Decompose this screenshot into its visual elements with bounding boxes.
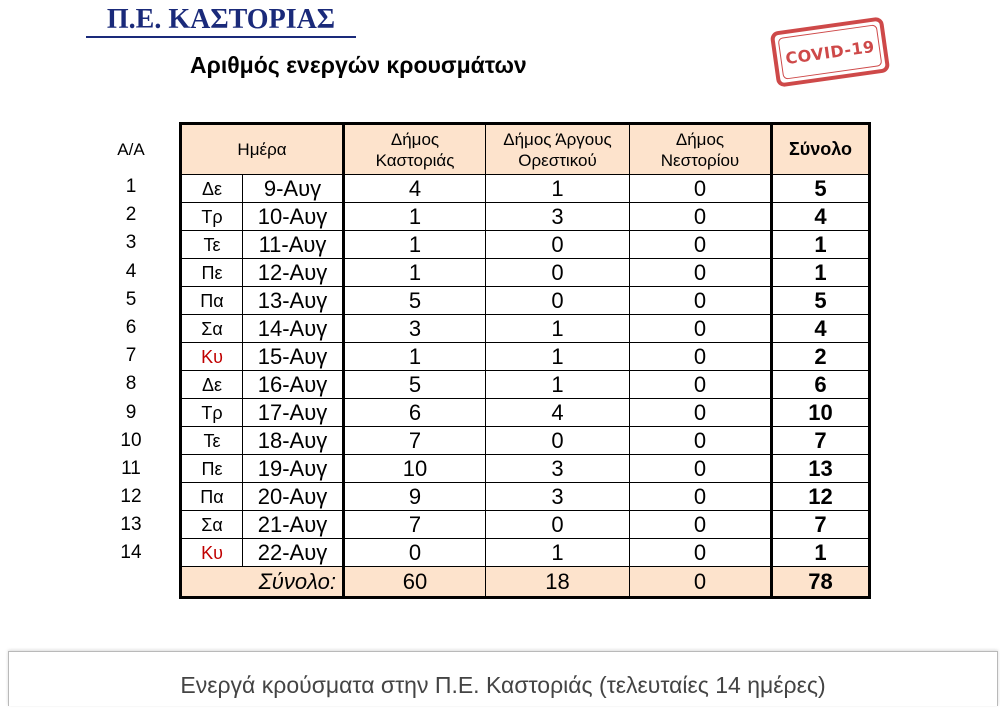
total-cell: 13 [772,455,870,483]
argos-cell: 3 [486,455,630,483]
aa-number: 11 [121,457,141,479]
date-cell: 20-Αυγ [243,483,344,511]
kastoria-cell: 9 [344,483,486,511]
aa-number: 9 [125,401,137,423]
argos-cell: 1 [486,315,630,343]
table-row [181,483,870,511]
header-day: Ημέρα [181,124,344,175]
argos-cell: 1 [486,539,630,567]
kastoria-cell: 1 [344,203,486,231]
date-cell: 16-Αυγ [243,371,344,399]
argos-cell: 0 [486,287,630,315]
page-subtitle: Αριθμός ενεργών κρουσμάτων [190,52,527,78]
date-cell: 21-Αυγ [243,511,344,539]
sum-label: Σύνολο: [181,567,344,598]
aa-number: 3 [125,232,137,254]
sum-nestorio: 0 [630,567,772,598]
table-row [181,259,870,287]
nestorio-cell: 0 [630,259,772,287]
argos-cell: 1 [486,175,630,203]
table-header-row [181,124,870,175]
table-row [181,203,870,231]
total-cell: 4 [772,203,870,231]
argos-cell: 0 [486,511,630,539]
table-row [181,287,870,315]
kastoria-cell: 1 [344,231,486,259]
argos-cell: 0 [486,259,630,287]
day-cell: Τε [181,231,243,259]
table-row [181,343,870,371]
aa-number: 8 [125,373,137,395]
kastoria-cell: 3 [344,315,486,343]
total-cell: 12 [772,483,870,511]
day-cell: Πα [181,287,243,315]
total-cell: 7 [772,427,870,455]
date-cell: 13-Αυγ [243,287,344,315]
day-cell: Τε [181,427,243,455]
aa-column-header: Α/Α [117,140,145,159]
sum-total: 78 [772,567,870,598]
total-cell: 5 [772,175,870,203]
date-cell: 14-Αυγ [243,315,344,343]
kastoria-cell: 4 [344,175,486,203]
nestorio-cell: 0 [630,483,772,511]
date-cell: 19-Αυγ [243,455,344,483]
argos-cell: 4 [486,399,630,427]
aa-number: 4 [125,260,137,282]
header-nestorio-line1: Δήμος [675,129,725,149]
nestorio-cell: 0 [630,455,772,483]
kastoria-cell: 0 [344,539,486,567]
argos-cell: 0 [486,427,630,455]
sum-argos: 18 [486,567,630,598]
aa-number: 2 [125,204,137,226]
aa-number: 7 [125,345,137,367]
aa-number: 10 [120,429,142,451]
header-nestorio-line2: Νεστορίου [660,150,740,170]
nestorio-cell: 0 [630,287,772,315]
table-row [181,175,870,203]
date-cell: 22-Αυγ [243,539,344,567]
kastoria-cell: 7 [344,511,486,539]
header-argos [486,124,630,175]
sum-kastoria: 60 [344,567,486,598]
nestorio-cell: 0 [630,315,772,343]
day-cell: Δε [181,175,243,203]
caption-bar [8,651,998,706]
stamp-inner-border [778,24,883,80]
header-kastoria-line2: Καστοριάς [375,150,455,170]
total-cell: 2 [772,343,870,371]
header-total: Σύνολο [772,124,870,175]
total-cell: 10 [772,399,870,427]
kastoria-cell: 1 [344,259,486,287]
day-cell: Πε [181,455,243,483]
table-row [181,315,870,343]
day-cell: Πε [181,259,243,287]
caption-text: Ενεργά κρούσματα στην Π.Ε. Καστοριάς (τελευταίες 14 ημέρες) [180,672,826,698]
date-cell: 10-Αυγ [243,203,344,231]
nestorio-cell: 0 [630,231,772,259]
stamp-text: COVID-19 [784,36,876,68]
kastoria-cell: 7 [344,427,486,455]
header-nestorio [630,124,772,175]
aa-column [108,174,154,569]
nestorio-cell: 0 [630,203,772,231]
date-cell: 15-Αυγ [243,343,344,371]
day-cell: Τρ [181,399,243,427]
day-cell: Σα [181,511,243,539]
region-title: Π.Ε. ΚΑΣΤΟΡΙΑΣ [86,4,356,38]
nestorio-cell: 0 [630,399,772,427]
date-cell: 11-Αυγ [243,231,344,259]
nestorio-cell: 0 [630,427,772,455]
table-row [181,511,870,539]
sum-row [181,567,870,598]
active-cases-table [179,122,871,599]
date-cell: 12-Αυγ [243,259,344,287]
nestorio-cell: 0 [630,539,772,567]
date-cell: 18-Αυγ [243,427,344,455]
day-cell: Πα [181,483,243,511]
argos-cell: 3 [486,203,630,231]
total-cell: 1 [772,539,870,567]
nestorio-cell: 0 [630,511,772,539]
day-cell: Τρ [181,203,243,231]
total-cell: 4 [772,315,870,343]
total-cell: 7 [772,511,870,539]
table-row [181,455,870,483]
aa-number: 1 [125,176,137,197]
table-row [181,231,870,259]
kastoria-cell: 5 [344,287,486,315]
total-cell: 1 [772,231,870,259]
kastoria-cell: 5 [344,371,486,399]
nestorio-cell: 0 [630,175,772,203]
covid-stamp [770,16,891,87]
kastoria-cell: 10 [344,455,486,483]
kastoria-cell: 1 [344,343,486,371]
argos-cell: 0 [486,231,630,259]
kastoria-cell: 6 [344,399,486,427]
header-argos-line1: Δήμος Άργους [503,129,612,149]
header-kastoria [344,124,486,175]
argos-cell: 3 [486,483,630,511]
aa-number: 6 [125,316,137,338]
date-cell: 9-Αυγ [243,175,344,203]
table-row [181,371,870,399]
total-cell: 1 [772,259,870,287]
total-cell: 6 [772,371,870,399]
header-argos-line2: Ορεστικού [518,150,597,170]
table-row [181,399,870,427]
table-row [181,427,870,455]
day-cell: Σα [181,315,243,343]
aa-number: 13 [120,514,142,536]
aa-number: 5 [125,288,137,310]
argos-cell: 1 [486,371,630,399]
aa-number: 14 [120,542,142,564]
day-cell: Κυ [181,343,243,371]
day-cell: Κυ [181,539,243,567]
argos-cell: 1 [486,343,630,371]
nestorio-cell: 0 [630,343,772,371]
aa-number: 12 [120,486,142,508]
date-cell: 17-Αυγ [243,399,344,427]
day-cell: Δε [181,371,243,399]
table-row [181,539,870,567]
nestorio-cell: 0 [630,371,772,399]
header-kastoria-line1: Δήμος [390,129,440,149]
total-cell: 5 [772,287,870,315]
